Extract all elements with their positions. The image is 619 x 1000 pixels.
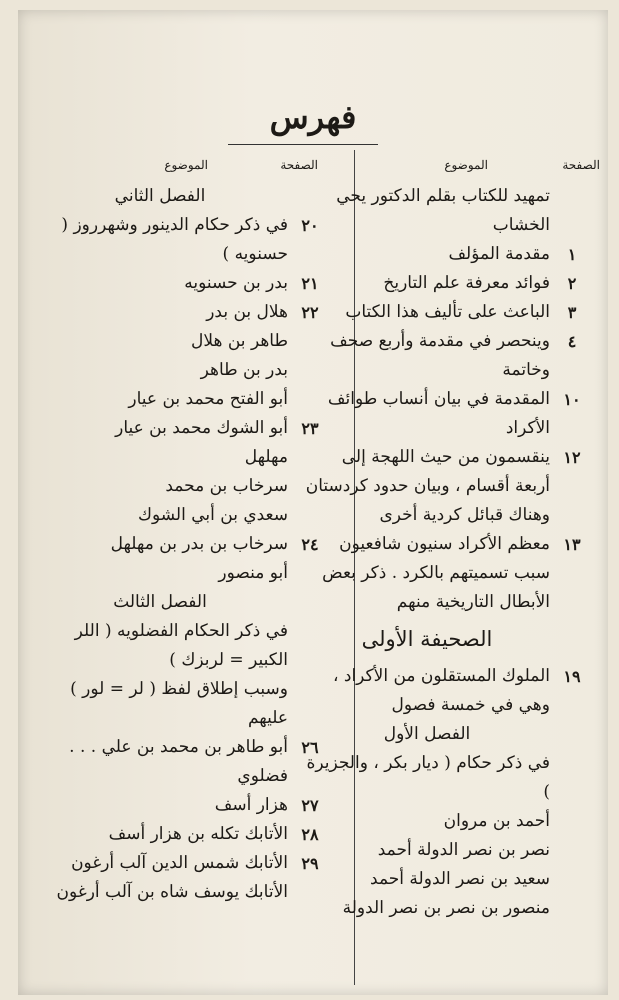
toc-entry	[304, 865, 594, 894]
topic-text: ينقسمون من حيث اللهجة إلى أربعة أقسام ، وبيان حدود كردستان وهناك قبائل كردية أخرى	[305, 447, 550, 525]
toc-entry	[32, 588, 332, 617]
page-number: ٢١	[301, 274, 319, 293]
page-number: ٢٣	[301, 419, 319, 438]
topic-text: طاهر بن هلال	[191, 331, 288, 351]
topic-text: الأتابك يوسف شاه بن آلب أرغون	[56, 882, 288, 902]
page-number	[550, 894, 594, 923]
page-number: ١٢	[563, 448, 581, 467]
topic-text: الباعث على تأليف هذا الكتاب	[345, 302, 550, 322]
toc-entry	[32, 791, 332, 820]
page-number: ٢٩	[301, 854, 319, 873]
page-title: فهرس	[269, 98, 357, 136]
toc-entry	[32, 617, 332, 675]
topic-text: أبو طاهر بن محمد بن علي . . . فضلوي	[69, 737, 288, 786]
page-number	[550, 836, 594, 865]
topic-text: بدر بن طاهر	[200, 360, 288, 380]
page-number: ٢٤	[301, 535, 319, 554]
toc-entry	[304, 836, 594, 865]
title-rule	[228, 144, 378, 145]
right-page-header: الصفحة	[562, 158, 600, 172]
topic-text: الأتابك شمس الدين آلب أرغون	[71, 853, 288, 873]
topic-text: هلال بن بدر	[206, 302, 288, 322]
left-topic-header: الموضوع	[164, 158, 208, 172]
topic-text: أبو الفتح محمد بن عيار	[128, 389, 288, 409]
chapter-heading: الفصل الثاني	[114, 186, 206, 206]
topic-text: منصور بن نصر بن نصر الدولة	[342, 898, 550, 918]
toc-entry	[32, 559, 332, 588]
right-topic-header: الموضوع	[444, 158, 488, 172]
topic-text: نصر بن نصر الدولة أحمد	[377, 840, 550, 860]
toc-entry	[304, 269, 594, 298]
page-number	[550, 720, 594, 749]
toc-entry	[32, 501, 332, 530]
topic-text: أبو منصور	[218, 563, 288, 583]
topic-text: مهلهل	[244, 447, 288, 467]
page-number	[550, 182, 594, 240]
topic-text: معظم الأكراد سنيون شافعيون سبب تسميتهم بالكرد . ذكر بعض الأبطال التاريخية منهم	[322, 534, 550, 612]
toc-entry	[304, 617, 594, 662]
page-number	[288, 472, 332, 501]
page-number	[288, 588, 332, 617]
page-number: ١٠	[563, 390, 581, 409]
toc-entry	[304, 807, 594, 836]
page-number: ٢	[567, 274, 577, 293]
topic-text: مقدمة المؤلف	[448, 244, 550, 264]
page-number: ١٩	[563, 667, 581, 686]
page-number	[288, 559, 332, 588]
book-page	[18, 10, 608, 995]
topic-text: في ذكر حكام الدينور وشهرروز ( حسنويه )	[61, 215, 288, 264]
topic-text: بدر بن حسنويه	[184, 273, 288, 293]
page-number	[288, 443, 332, 472]
toc-entry	[304, 443, 594, 530]
toc-right-column	[304, 182, 594, 923]
toc-entry	[304, 327, 594, 385]
page-number: ٢٨	[301, 825, 319, 844]
toc-entry	[304, 720, 594, 749]
page-number: ٤	[567, 332, 577, 351]
toc-entry	[32, 733, 332, 791]
toc-entry	[32, 878, 332, 907]
topic-text: في ذكر الحكام الفضلويه ( اللر الكبير = لربزك )	[74, 621, 288, 670]
page-number	[288, 501, 332, 530]
topic-text: سرخاب بن بدر بن مهلهل	[110, 534, 288, 554]
toc-entry	[32, 182, 332, 211]
toc-entry	[32, 385, 332, 414]
left-page-header: الصفحة	[280, 158, 318, 172]
toc-entry	[304, 298, 594, 327]
page-number	[288, 182, 332, 211]
topic-text: أحمد بن مروان	[443, 811, 550, 831]
toc-entry	[304, 894, 594, 923]
page-number: ٢٦	[301, 738, 319, 757]
toc-entry	[32, 298, 332, 327]
page-number	[288, 878, 332, 907]
topic-text: فوائد معرفة علم التاريخ	[383, 273, 550, 293]
topic-text: أبو الشوك محمد بن عيار	[115, 418, 288, 438]
toc-entry	[32, 849, 332, 878]
topic-text: سرخاب بن محمد	[165, 476, 288, 496]
page-number	[550, 807, 594, 836]
page-number	[288, 356, 332, 385]
page-number	[550, 617, 594, 662]
topic-text: الملوك المستقلون من الأكراد ، وهي في خمسة فصول	[332, 666, 550, 715]
topic-text: وينحصر في مقدمة وأربع صحف وخاتمة	[330, 331, 550, 380]
toc-entry	[304, 662, 594, 720]
toc-entry	[304, 240, 594, 269]
toc-entry	[32, 530, 332, 559]
toc-entry	[304, 749, 594, 807]
topic-text: المقدمة في بيان أنساب طوائف الأكراد	[327, 389, 550, 438]
page-number	[550, 749, 594, 807]
toc-entry	[32, 269, 332, 298]
topic-text: هزار أسف	[214, 795, 288, 815]
topic-text: في ذكر حكام ( ديار بكر ، والجزيرة )	[306, 753, 550, 802]
toc-entry	[32, 327, 332, 356]
page-number	[288, 327, 332, 356]
toc-entry	[32, 443, 332, 472]
topic-text: سعيد بن نصر الدولة أحمد	[370, 869, 550, 889]
toc-entry	[304, 182, 594, 240]
page-number	[288, 675, 332, 733]
section-heading: الصحيفة الأولى	[361, 627, 493, 651]
page-number: ٢٧	[301, 796, 319, 815]
chapter-heading: الفصل الثالث	[113, 592, 207, 612]
toc-entry	[32, 675, 332, 733]
toc-entry	[32, 820, 332, 849]
toc-left-column	[32, 182, 332, 907]
page-number: ١	[567, 245, 577, 264]
page-number: ١٣	[563, 535, 581, 554]
page-number: ٢٢	[301, 303, 319, 322]
toc-entry	[32, 211, 332, 269]
page-number	[288, 617, 332, 675]
toc-entry	[304, 530, 594, 617]
toc-entry	[32, 414, 332, 443]
page-number	[288, 385, 332, 414]
page-number: ٢٠	[301, 216, 319, 235]
page-number: ٣	[567, 303, 577, 322]
page-number	[550, 865, 594, 894]
chapter-heading: الفصل الأول	[383, 724, 471, 744]
toc-entry	[304, 385, 594, 443]
toc-entry	[32, 472, 332, 501]
topic-text: سعدي بن أبي الشوك	[137, 505, 288, 525]
toc-entry	[32, 356, 332, 385]
topic-text: وسبب إطلاق لفظ ( لر = لور ) عليهم	[70, 679, 288, 728]
topic-text: الأتابك تكله بن هزار أسف	[108, 824, 288, 844]
topic-text: تمهيد للكتاب بقلم الدكتور يحي الخشاب	[336, 186, 550, 235]
